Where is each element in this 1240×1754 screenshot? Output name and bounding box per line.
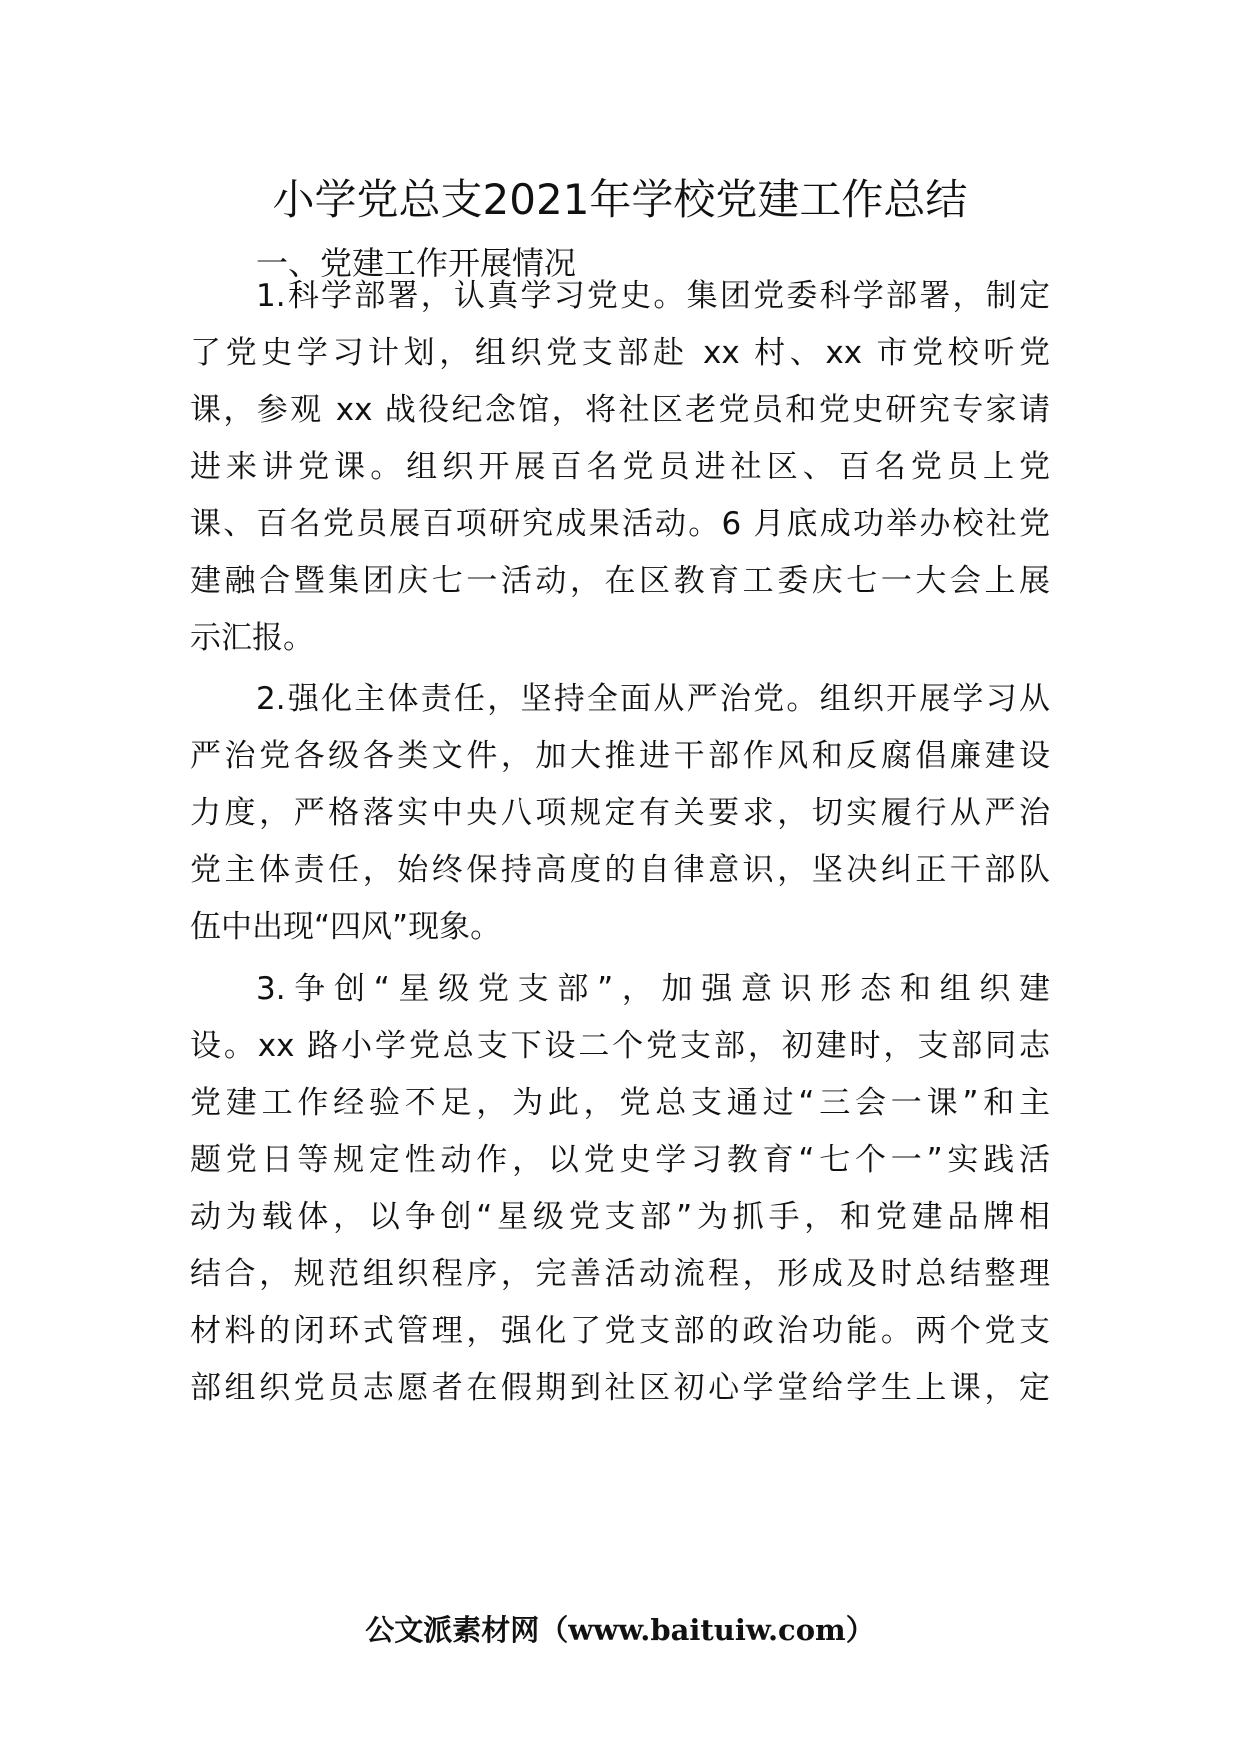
paragraph-line: 党主体责任，始终保持高度的自律意识，坚决纠正干部队 <box>190 852 1050 888</box>
paragraph-line: 建融合暨集团庆七一活动，在区教育工委庆七一大会上展 <box>190 563 1050 599</box>
footer-watermark: 公文派素材网（www.baituiw.com） <box>365 1613 875 1647</box>
paragraph-line: 严治党各级各类文件，加大推进干部作风和反腐倡廉建设 <box>190 738 1050 774</box>
paragraph-line: 结合，规范组织程序，完善活动流程，形成及时总结整理 <box>190 1256 1050 1292</box>
paragraph-line: 进来讲党课。组织开展百名党员进社区、百名党员上党 <box>190 449 1050 485</box>
section-heading: 一、党建工作开展情况 <box>256 244 577 282</box>
paragraph-line: 了党史学习计划，组织党支部赴 xx 村、xx 市党校听党 <box>190 335 1050 371</box>
paragraph-line: 课，参观 xx 战役纪念馆，将社区老党员和党史研究专家请 <box>190 392 1050 428</box>
paragraph-line: 2.强化主体责任，坚持全面从严治党。组织开展学习从 <box>256 681 1050 717</box>
paragraph-line: 力度，严格落实中央八项规定有关要求，切实履行从严治 <box>190 795 1050 831</box>
paragraph-line: 示汇报。 <box>190 620 314 656</box>
paragraph-line: 设。xx 路小学党总支下设二个党支部，初建时，支部同志 <box>190 1028 1050 1064</box>
paragraph-line: 课、百名党员展百项研究成果活动。6 月底成功举办校社党 <box>190 506 1050 542</box>
paragraph-line: 1.科学部署，认真学习党史。集团党委科学部署，制定 <box>256 278 1050 314</box>
paragraph-line: 3.争创“星级党支部”，加强意识形态和组织建 <box>256 971 1050 1007</box>
paragraph-line: 材料的闭环式管理，强化了党支部的政治功能。两个党支 <box>190 1313 1050 1349</box>
document-title: 小学党总支2021年学校党建工作总结 <box>272 175 968 224</box>
paragraph-line: 部组织党员志愿者在假期到社区初心学堂给学生上课，定 <box>190 1370 1050 1406</box>
paragraph-line: 动为载体，以争创“星级党支部”为抓手，和党建品牌相 <box>190 1199 1050 1235</box>
paragraph-line: 伍中出现“四风”现象。 <box>190 909 502 945</box>
paragraph-line: 党建工作经验不足，为此，党总支通过“三会一课”和主 <box>190 1085 1050 1121</box>
paragraph-line: 题党日等规定性动作，以党史学习教育“七个一”实践活 <box>190 1142 1050 1178</box>
